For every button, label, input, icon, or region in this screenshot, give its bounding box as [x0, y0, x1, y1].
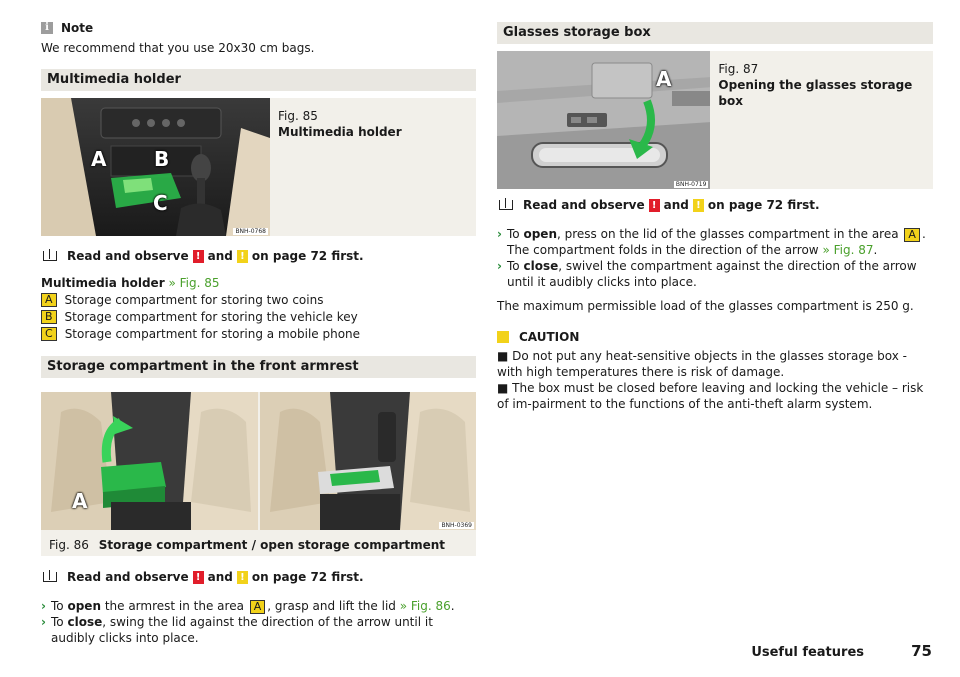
list-item [41, 325, 476, 342]
note-text: We recommend that you use 20x30 cm bags. [41, 41, 315, 55]
section-title-multimedia: Multimedia holder [41, 69, 476, 91]
info-icon: i [41, 22, 53, 34]
armrest-open-image [260, 392, 476, 530]
caution-item: ■ Do not put any heat-sensitive objects in the glasses storage box - with high temperatures there is risk of damage. [497, 349, 907, 379]
instruction-open: › To open, press on the lid of the glasses compartment in the area A . The compartment folds in the direction of the arrow » Fig. 87. [497, 227, 926, 257]
text: . The compartment folds in the direction of the arrow [507, 227, 926, 257]
figure-number: Fig. 86 [49, 538, 89, 552]
figure-85-caption [270, 98, 410, 236]
left-column [41, 18, 476, 646]
label-b: B [154, 147, 170, 171]
right-column [497, 22, 933, 412]
text: To [51, 599, 64, 613]
figure-87-image [497, 51, 710, 189]
text: To [51, 615, 64, 629]
text: the armrest in the area [104, 599, 244, 613]
label-a: A [656, 67, 672, 91]
key-badge: C [41, 327, 57, 341]
text: To [507, 227, 520, 241]
read-text: Read and observe [67, 249, 189, 263]
read-observe-line [41, 247, 476, 265]
warning-red-icon: ! [649, 199, 660, 212]
caution-header [497, 328, 933, 346]
footer-section-name: Useful features [751, 645, 864, 660]
image-code: BNH-0369 [441, 522, 472, 529]
figure-87 [497, 51, 933, 189]
glasses-instructions [497, 226, 933, 290]
armrest-open-illustration [260, 392, 476, 530]
item-text: Storage compartment for storing a mobile phone [64, 326, 361, 341]
read-text: Read and observe [523, 198, 645, 212]
key-badge: A [41, 293, 57, 307]
warning-red-icon: ! [193, 250, 204, 263]
keyword: close [67, 615, 103, 629]
text: , swivel the compartment against the direction of the arrow until it audibly clicks into place. [507, 259, 917, 289]
chevron-right-icon: › [41, 615, 46, 629]
figure-title: Multimedia holder [278, 125, 402, 139]
figure-number: Fig. 87 [718, 62, 759, 76]
caution-item: ■ The box must be closed before leaving and locking the vehicle – risk of im-pairment to the functions of the anti-theft alarm system. [497, 381, 924, 411]
read-post: on page 72 first. [707, 198, 820, 212]
image-code: BNH-0719 [675, 181, 707, 188]
warning-yellow-icon: ! [693, 199, 704, 212]
list-item [41, 308, 476, 325]
figure-86-caption [41, 530, 476, 556]
label-c: C [153, 191, 168, 215]
warning-yellow-icon: ! [237, 571, 248, 584]
read-observe-line [41, 568, 476, 586]
read-and: and [207, 570, 233, 584]
figure-link[interactable]: » Fig. 87 [822, 243, 874, 257]
glasses-box-illustration [497, 51, 710, 189]
caution-title: CAUTION [519, 330, 580, 344]
instruction-open: › To open the armrest in the area A , grasp and lift the lid » Fig. 86. [41, 599, 455, 613]
figure-link[interactable]: » Fig. 86 [399, 599, 451, 613]
keyword: close [523, 259, 559, 273]
warning-red-icon: ! [193, 571, 204, 584]
section-title-armrest: Storage compartment in the front armrest [41, 356, 476, 378]
figure-title: Storage compartment / open storage compartment [98, 538, 445, 552]
list-heading [41, 275, 476, 291]
section-title-glasses: Glasses storage box [497, 22, 933, 44]
instruction-close [41, 614, 476, 646]
read-observe-line [497, 196, 933, 214]
note-title: Note [61, 21, 94, 35]
chevron-right-icon: › [41, 599, 46, 613]
book-icon [43, 251, 57, 261]
caution-icon [497, 331, 509, 343]
max-load-text: The maximum permissible load of the glasses compartment is 250 g. [497, 299, 914, 313]
keyword: open [523, 227, 557, 241]
text: To [507, 259, 520, 273]
read-post: on page 72 first. [251, 570, 364, 584]
read-post: on page 72 first. [251, 249, 364, 263]
key-badge: B [41, 310, 57, 324]
list-title: Multimedia holder [41, 276, 165, 290]
label-a: A [72, 489, 88, 513]
key-badge: A [250, 600, 266, 614]
figure-number: Fig. 85 [278, 109, 318, 123]
figure-85 [41, 98, 476, 236]
list-item [41, 291, 476, 308]
key-badge: A [904, 228, 920, 242]
chevron-right-icon: › [497, 227, 502, 241]
armrest-instructions [41, 598, 476, 646]
instruction-close [497, 258, 933, 290]
keyword: open [67, 599, 101, 613]
text: , press on the lid of the glasses compartment in the area [556, 227, 899, 241]
read-and: and [207, 249, 233, 263]
warning-yellow-icon: ! [237, 250, 248, 263]
label-a: A [91, 147, 107, 171]
chevron-right-icon: › [497, 259, 502, 273]
figure-87-caption [710, 51, 933, 189]
figure-86-images [41, 392, 476, 530]
text: , grasp and lift the lid [267, 599, 396, 613]
item-text: Storage compartment for storing the vehicle key [64, 309, 358, 324]
text: , swing the lid against the direction of the arrow until it audibly clicks into place. [51, 615, 433, 645]
image-code: BNH-0768 [235, 228, 266, 235]
key-list [41, 291, 476, 342]
figure-86 [41, 392, 476, 556]
page-number: 75 [911, 642, 932, 660]
figure-title: Opening the glasses storage box [718, 78, 913, 108]
note-header [41, 18, 476, 38]
book-icon [43, 572, 57, 582]
read-text: Read and observe [67, 570, 189, 584]
item-text: Storage compartment for storing two coins [64, 292, 324, 307]
book-icon [499, 200, 513, 210]
armrest-closed-image [41, 392, 258, 530]
read-and: and [663, 198, 689, 212]
figure-85-image [41, 98, 270, 236]
figure-link[interactable]: » Fig. 85 [168, 276, 220, 290]
